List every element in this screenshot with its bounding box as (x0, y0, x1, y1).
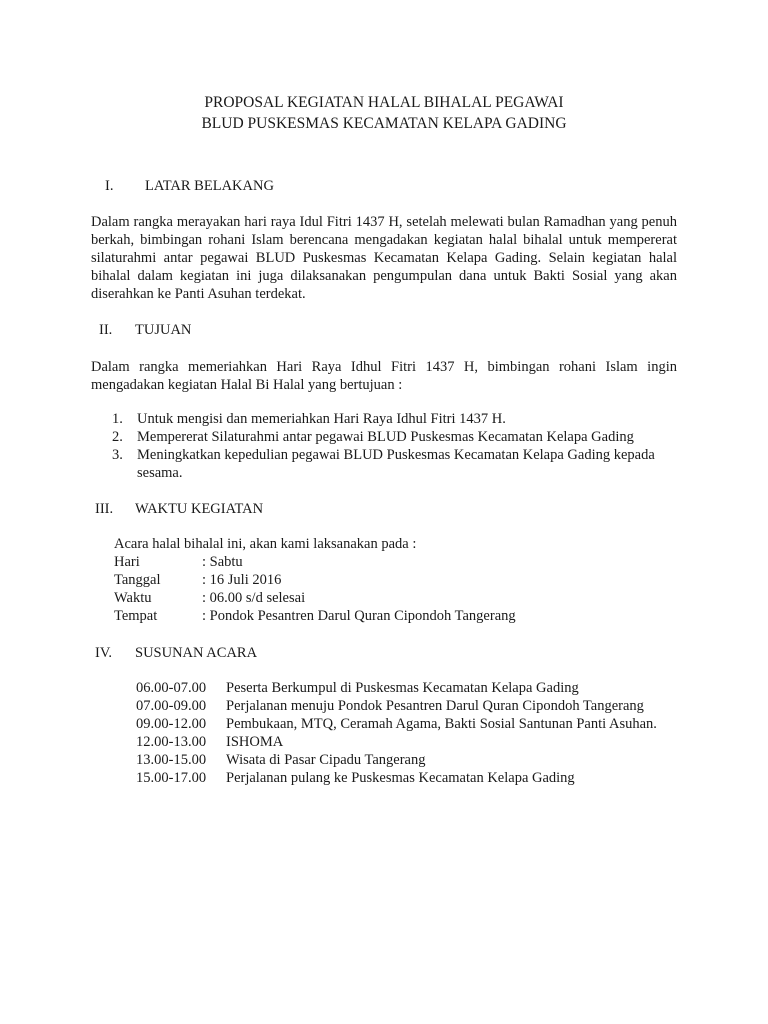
tujuan-intro-paragraph: Dalam rangka memeriahkan Hari Raya Idhul Fitri 1437 H, bimbingan rohani Islam ingin mengadakan kegiatan Halal Bi Halal yang bertujuan : (91, 359, 677, 393)
title-line-2: BLUD PUSKESMAS KECAMATAN KELAPA GADING (201, 115, 567, 132)
waktu-intro-text: Acara halal bihalal ini, akan kami laksanakan pada : (114, 536, 417, 552)
schedule-activity: Perjalanan menuju Pondok Pesantren Darul Quran Cipondoh Tangerang (226, 698, 644, 714)
section-title: SUSUNAN ACARA (135, 645, 258, 661)
detail-key: Waktu (114, 590, 152, 606)
section-title: TUJUAN (135, 322, 192, 338)
latar-belakang-paragraph: Dalam rangka merayakan hari raya Idul Fitri 1437 H, setelah melewati bulan Ramadhan yang penuh berkah, bimbingan rohani Islam berencana mengadakan kegiatan halal bihalal untuk mempererat silaturahmi antar pegawai BLUD Puskesmas Kecamatan Kelapa Gading. Selain kegiatan halal bihalal dalam kegiatan ini juga dilaksanakan pengumpulan dana untuk Bakti Sosial yang akan diserahkan ke Panti Asuhan terdekat. (91, 214, 677, 302)
schedule-activity: Wisata di Pasar Cipadu Tangerang (226, 752, 426, 768)
detail-value: : 16 Juli 2016 (202, 572, 282, 588)
list-text: Meningkatkan kepedulian pegawai BLUD Puskesmas Kecamatan Kelapa Gading kepada sesama. (137, 447, 655, 481)
tujuan-list (112, 410, 680, 482)
schedule-activity: ISHOMA (226, 734, 284, 750)
detail-key: Hari (114, 554, 140, 570)
section-number: II. (99, 322, 113, 338)
schedule-time: 09.00-12.00 (136, 716, 207, 732)
detail-value: : Sabtu (202, 554, 243, 570)
section-title: WAKTU KEGIATAN (135, 501, 264, 517)
schedule-activity: Peserta Berkumpul di Puskesmas Kecamatan Kelapa Gading (226, 680, 579, 696)
list-item (112, 428, 680, 446)
schedule-time: 15.00-17.00 (136, 770, 207, 786)
schedule-activity: Pembukaan, MTQ, Ceramah Agama, Bakti Sosial Santunan Panti Asuhan. (226, 716, 657, 732)
detail-key: Tempat (114, 608, 158, 624)
section-number: III. (95, 501, 114, 517)
detail-key: Tanggal (114, 572, 161, 588)
schedule-time: 07.00-09.00 (136, 698, 207, 714)
list-number: 3. (112, 447, 123, 463)
list-number: 2. (112, 429, 123, 445)
schedule-time: 13.00-15.00 (136, 752, 207, 768)
list-item (112, 410, 680, 428)
detail-value: : 06.00 s/d selesai (202, 590, 306, 606)
section-number: I. (105, 178, 114, 194)
schedule-time: 12.00-13.00 (136, 734, 207, 750)
list-text: Untuk mengisi dan memeriahkan Hari Raya Idhul Fitri 1437 H. (137, 411, 506, 427)
list-number: 1. (112, 411, 123, 427)
list-text: Mempererat Silaturahmi antar pegawai BLUD Puskesmas Kecamatan Kelapa Gading (137, 429, 634, 445)
schedule-activity: Perjalanan pulang ke Puskesmas Kecamatan Kelapa Gading (226, 770, 575, 786)
title-line-1: PROPOSAL KEGIATAN HALAL BIHALAL PEGAWAI (204, 94, 564, 111)
section-title: LATAR BELAKANG (145, 178, 274, 194)
schedule-time: 06.00-07.00 (136, 680, 207, 696)
document-title (0, 92, 768, 134)
detail-value: : Pondok Pesantren Darul Quran Cipondoh Tangerang (202, 608, 516, 624)
section-number: IV. (95, 645, 113, 661)
list-item (112, 446, 680, 482)
